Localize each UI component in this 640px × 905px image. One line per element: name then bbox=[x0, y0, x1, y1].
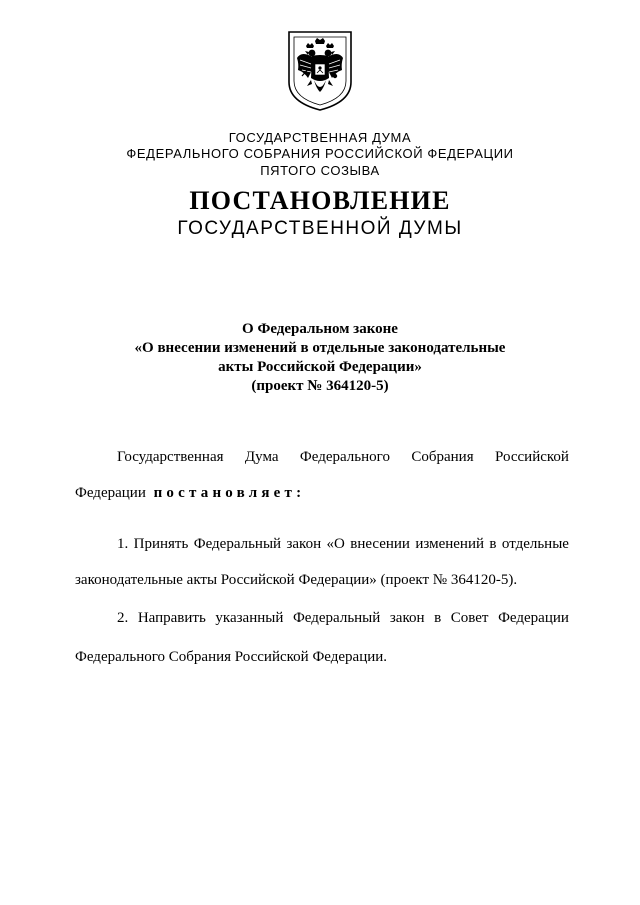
preamble-line2 bbox=[75, 483, 305, 503]
subject-line2: «О внесении изменений в отдельные законодательные bbox=[134, 340, 506, 356]
word: Принять bbox=[133, 536, 189, 552]
word: изменений bbox=[415, 536, 485, 552]
item2-line1 bbox=[117, 608, 569, 628]
subject-line3: акты Российской Федерации» bbox=[218, 359, 422, 375]
word: Совет bbox=[450, 610, 489, 626]
coat-of-arms-icon bbox=[284, 28, 356, 112]
word: Федерального bbox=[299, 449, 390, 465]
word: Российской bbox=[495, 449, 569, 465]
word: указанный bbox=[215, 610, 284, 626]
preamble-subject: Федерации bbox=[75, 485, 146, 501]
item1-line1 bbox=[117, 534, 569, 554]
word: Федеральный bbox=[193, 536, 282, 552]
word: 1. bbox=[117, 536, 129, 552]
org-name-line2: ФЕДЕРАЛЬНОГО СОБРАНИЯ РОССИЙСКОЙ ФЕДЕРАЦИИ bbox=[126, 146, 514, 161]
preamble-line1 bbox=[117, 447, 569, 467]
word: Собрания bbox=[411, 449, 474, 465]
word: Государственная bbox=[117, 449, 224, 465]
convocation: ПЯТОГО СОЗЫВА bbox=[260, 163, 380, 178]
word: отдельные bbox=[501, 536, 569, 552]
bill-number: (проект № 364120-5) bbox=[251, 378, 389, 394]
word: Федерации bbox=[498, 610, 569, 626]
word: «О bbox=[326, 536, 345, 552]
item2-line2: Федерального Собрания Российской Федерации. bbox=[75, 649, 388, 665]
word: Дума bbox=[244, 449, 279, 465]
word: 2. bbox=[117, 610, 129, 626]
document-type-title: ПОСТАНОВЛЕНИЕ bbox=[189, 186, 451, 215]
word: закон bbox=[389, 610, 425, 626]
word: внесении bbox=[350, 536, 410, 552]
org-name-line1: ГОСУДАРСТВЕННАЯ ДУМА bbox=[228, 130, 412, 145]
word: закон bbox=[286, 536, 322, 552]
word: в bbox=[434, 610, 442, 626]
word: Федеральный bbox=[292, 610, 381, 626]
word: Направить bbox=[137, 610, 206, 626]
subject-line1: О Федеральном законе bbox=[242, 321, 398, 337]
document-issuer: ГОСУДАРСТВЕННОЙ ДУМЫ bbox=[177, 218, 463, 239]
word: в bbox=[489, 536, 497, 552]
item1-line2: законодательные акты Российской Федерации» (проект № 364120-5). bbox=[75, 572, 518, 588]
decree-verb: постановляет: bbox=[153, 485, 306, 501]
